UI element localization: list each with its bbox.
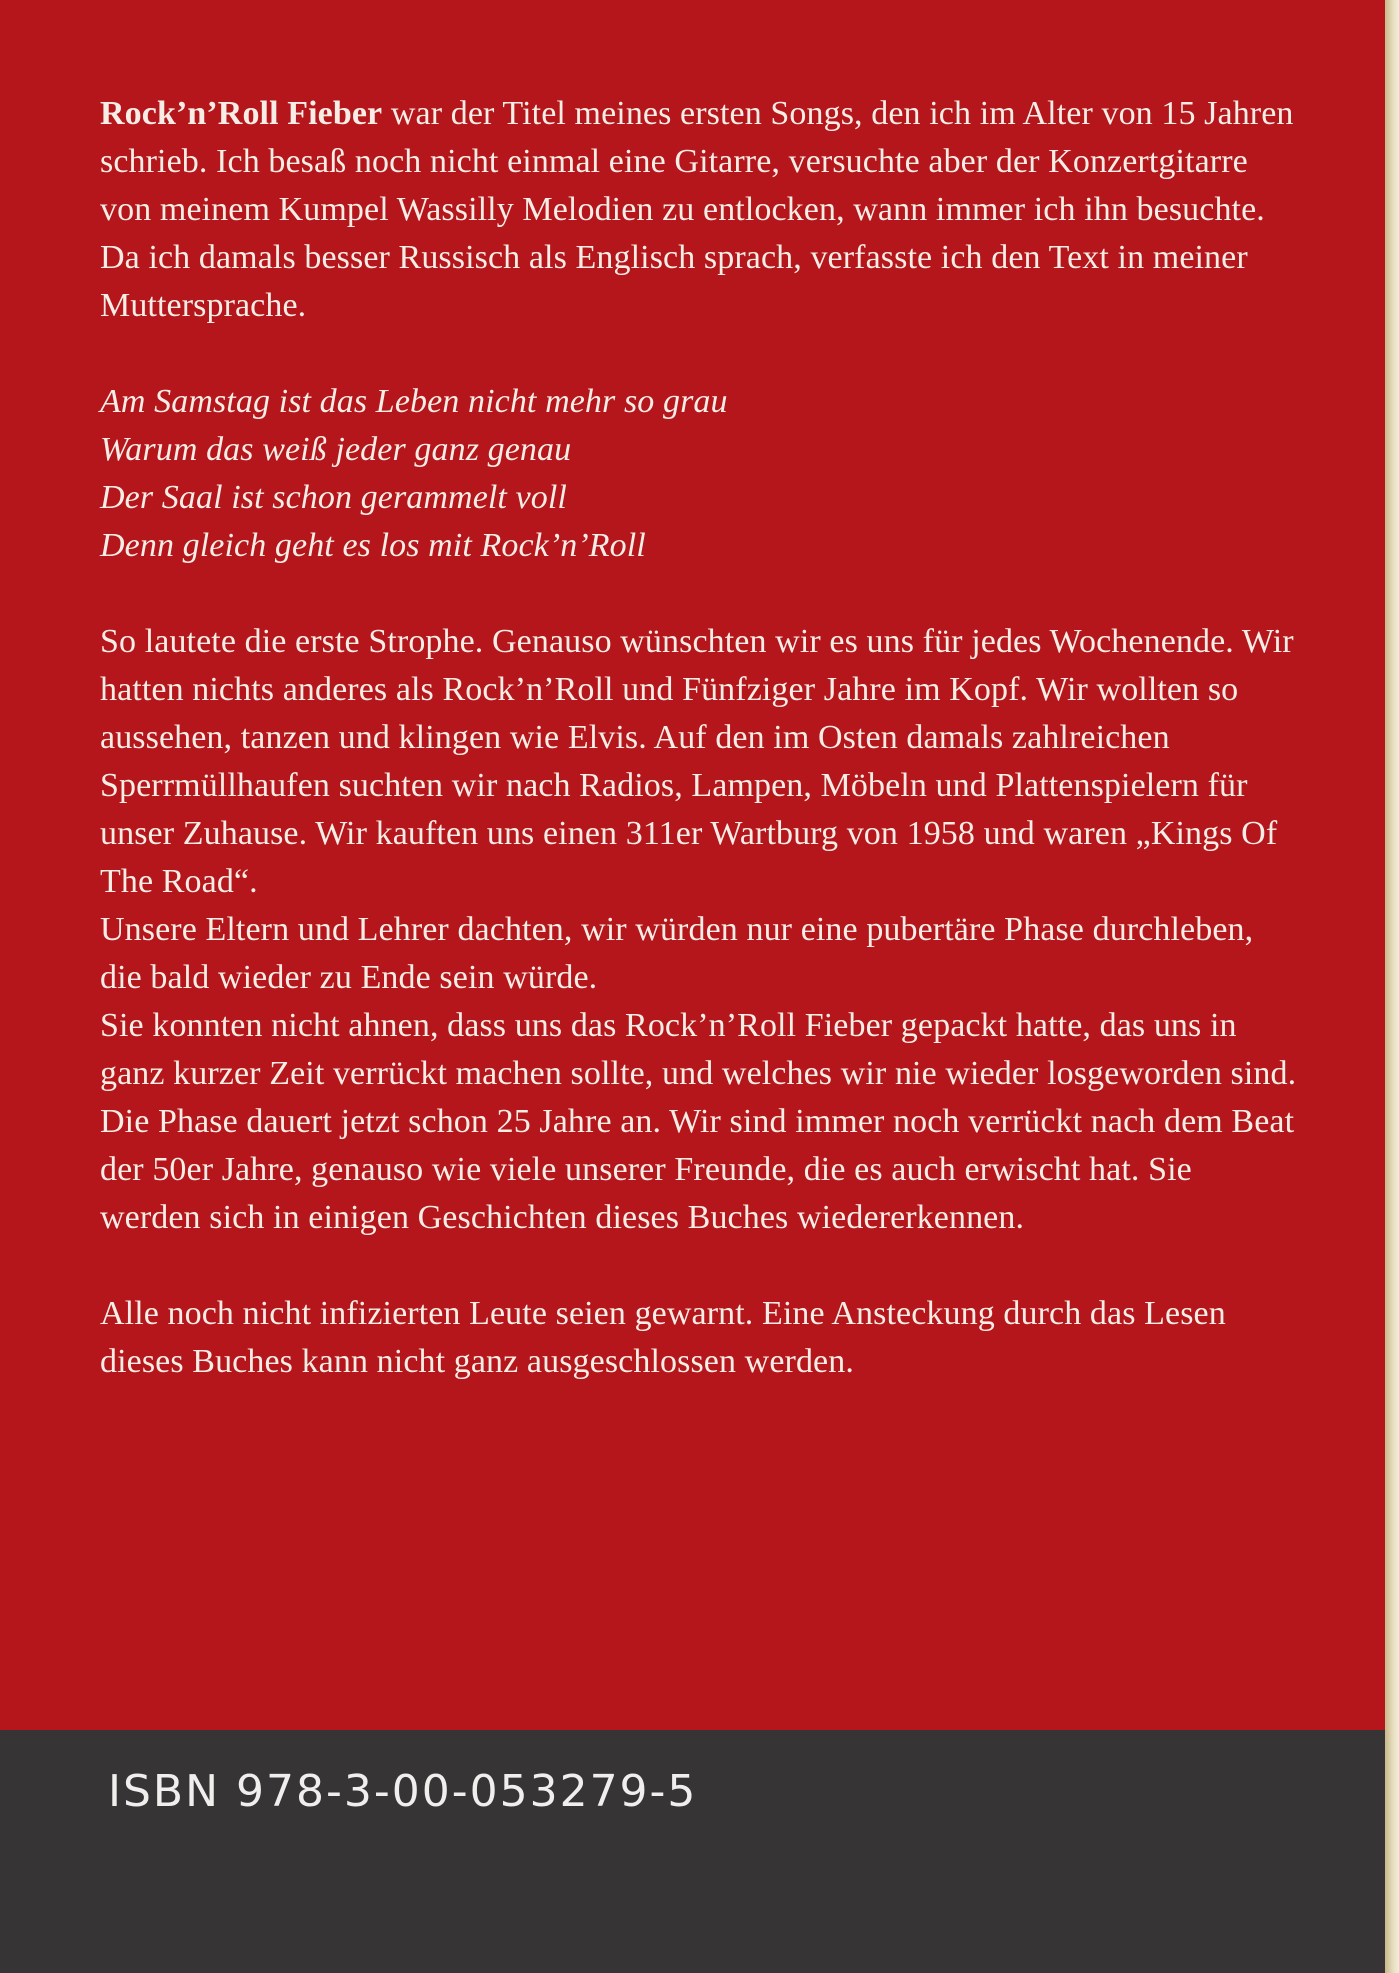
book-page-edge [1385, 0, 1399, 1973]
body-paragraph-1: So lautete die erste Strophe. Genauso wünschten wir es uns für jedes Wochenende. Wir hatten nichts anderes als Rock’n’Roll und Fünfziger Jahre im Kopf. Wir wollten so aussehen, tanzen und klingen wie Elvis. Auf den im Osten damals zahlreichen Sperrmüllhaufen suchten wir nach Radios, Lampen, Möbeln und Plattenspielern für unser Zuhause. Wir kauften uns einen 311er Wartburg von 1958 und waren „Kings Of The Road“. [100, 623, 1294, 900]
intro-text: war der Titel meines ersten Songs, den ich im Alter von 15 Jahren schrieb. Ich besaß noch nicht einmal eine Gitarre, versuchte aber der Konzertgitarre von meinem Kumpel Wassilly Melodien zu entlocken, wann immer ich ihn besuchte. Da ich damals besser Russisch als Englisch sprach, verfasste ich den Text in meiner Muttersprache. [100, 95, 1294, 324]
song-title: Rock’n’Roll Fieber [100, 95, 383, 132]
body-paragraph-3: Sie konnten nicht ahnen, dass uns das Rock’n’Roll Fieber gepackt hatte, das uns in ganz kurzer Zeit verrückt machen sollte, und welches wir nie wieder losgeworden sind. [100, 1007, 1297, 1092]
song-verse [100, 378, 1300, 570]
verse-line: Denn gleich geht es los mit Rock’n’Roll [100, 527, 646, 564]
body-paragraph-2: Unsere Eltern und Lehrer dachten, wir würden nur eine pubertäre Phase durchleben, die bald wieder zu Ende sein würde. [100, 911, 1254, 996]
verse-line: Warum das weiß jeder ganz genau [100, 431, 572, 468]
blurb-text [100, 90, 1300, 1386]
closing-paragraph: Alle noch nicht infizierten Leute seien gewarnt. Eine Ansteckung durch das Lesen dieses Buches kann nicht ganz ausgeschlossen werden. [100, 1295, 1226, 1380]
intro-paragraph [100, 90, 1300, 330]
body-paragraph-4: Die Phase dauert jetzt schon 25 Jahre an. Wir sind immer noch verrückt nach dem Beat der 50er Jahre, genauso wie viele unserer Freunde, die es auch erwischt hat. Sie werden sich in einigen Geschichten dieses Buches wiedererkennen. [100, 1103, 1295, 1236]
isbn-number: ISBN 978-3-00-053279-5 [108, 1766, 698, 1817]
verse-line: Der Saal ist schon gerammelt voll [100, 479, 567, 516]
verse-line: Am Samstag ist das Leben nicht mehr so grau [100, 383, 728, 420]
